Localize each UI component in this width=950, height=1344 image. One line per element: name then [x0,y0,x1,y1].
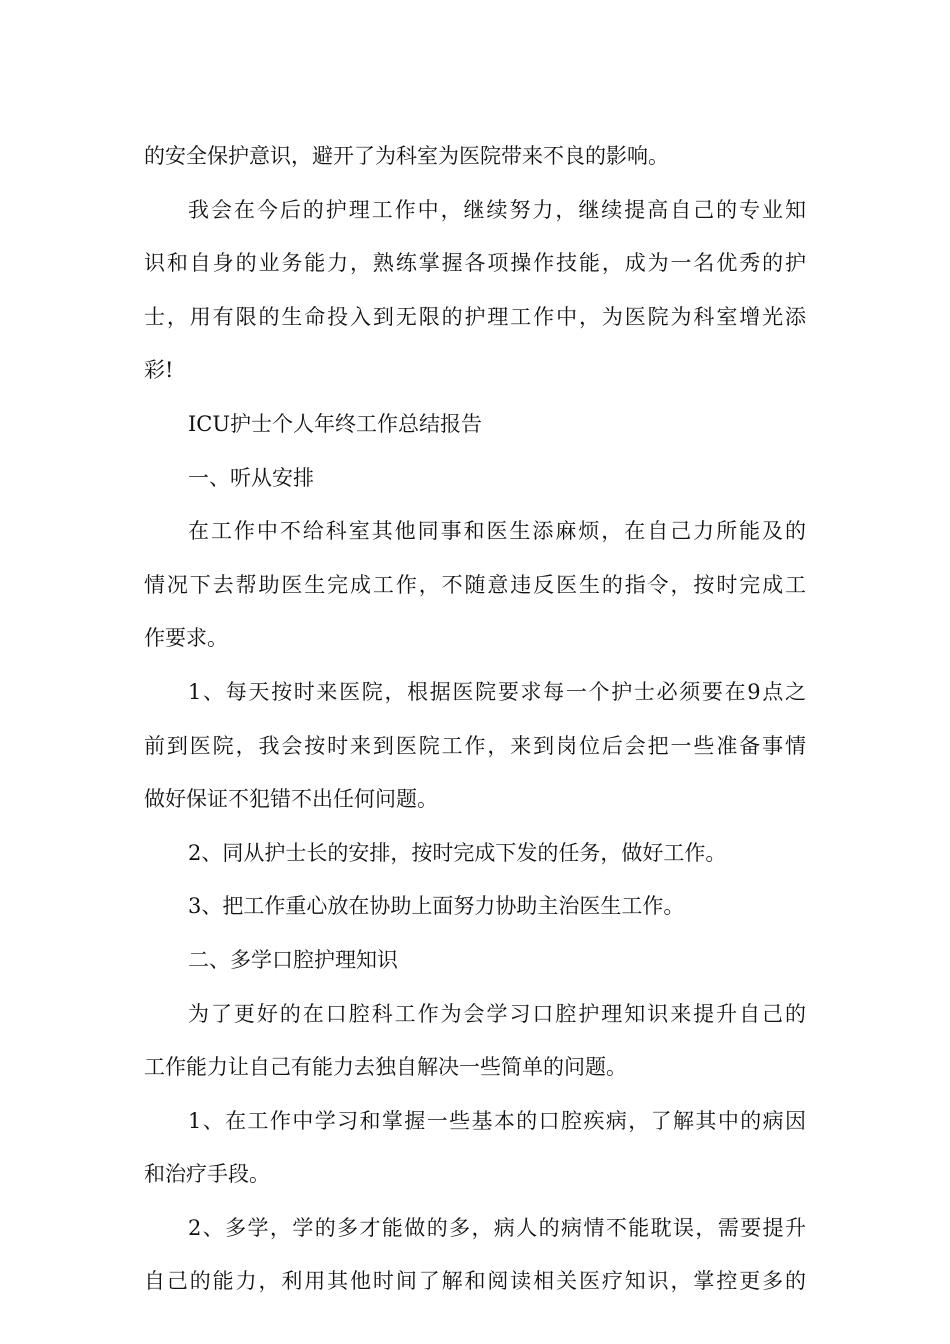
text-line: 前到医院，我会按时来到医院工作，来到岗位后会把一些准备事情 [144,733,806,758]
list-item: 1、在工作中学习和掌握一些基本的口腔疾病，了解其中的病因 [188,1108,806,1133]
text-line: 做好保证不犯错不出任何问题。 [144,787,438,812]
text-line: 工作能力让自己有能力去独自解决一些简单的问题。 [144,1055,627,1080]
document-body [144,130,806,1309]
list-item: 2、同从护士长的安排，按时完成下发的任务，做好工作。 [188,840,727,865]
list-item: 2、多学，学的多才能做的多，病人的病情不能耽误，需要提升 [188,1215,806,1240]
section-title: ICU护士个人年终工作总结报告 [188,411,483,436]
section-heading: 一、听从安排 [188,465,314,490]
list-item: 1、每天按时来医院，根据医院要求每一个护士必须要在9点之 [188,679,806,704]
text-line: 士，用有限的生命投入到无限的护理工作中，为医院为科室增光添 [144,304,806,329]
text-line: 为了更好的在口腔科工作为会学习口腔护理知识来提升自己的 [188,1001,806,1026]
text-line: 在工作中不给科室其他同事和医生添麻烦，在自己力所能及的 [188,519,806,544]
text-line: 作要求。 [144,626,228,651]
text-line: 和治疗手段。 [144,1162,270,1187]
text-line: 的安全保护意识，避开了为科室为医院带来不良的影响。 [144,144,669,168]
section-heading: 二、多学口腔护理知识 [188,947,398,972]
text-line: 自己的能力，利用其他时间了解和阅读相关医疗知识，掌控更多的 [144,1269,806,1294]
list-item: 3、把工作重心放在协助上面努力协助主治医生工作。 [188,894,685,919]
text-line: 情况下去帮助医生完成工作，不随意违反医生的指令，按时完成工 [144,572,806,597]
text-line: 识和自身的业务能力，熟练掌握各项操作技能，成为一名优秀的护 [144,251,806,276]
text-line: 我会在今后的护理工作中，继续努力，继续提高自己的专业知 [188,197,806,222]
text-line: 彩! [144,358,174,383]
